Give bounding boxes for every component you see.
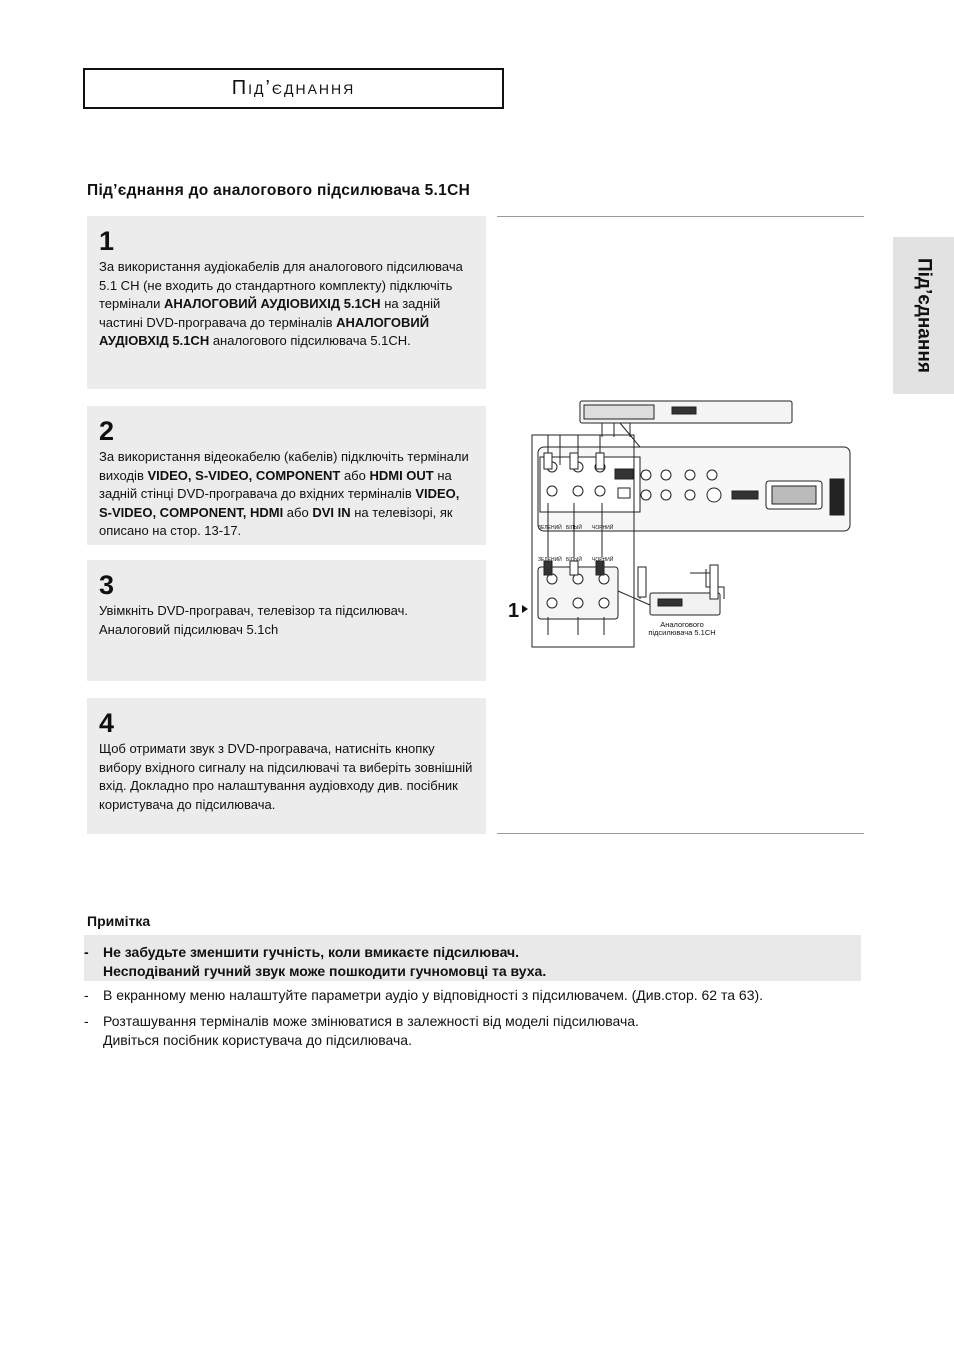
note-item-3 bbox=[84, 1012, 639, 1050]
step-text-run: За використання аудіокабелів для аналогового підсилювача 5.1 CH (не входить до стандартного комплекту) підключіть термінали bbox=[99, 259, 463, 312]
step-text-run: Щоб отримати звук з DVD-програвача, натисніть кнопку вибору вхідного сигналу на підсилювачі та виберіть зовнішній вхід. Докладно про налаштування аудіовходу див. посібник користувача до підсилювача. bbox=[99, 741, 473, 812]
step-text-run: на задній стінці DVD-програвача до вхідних терміналів bbox=[99, 467, 452, 502]
diagram-marker: 1 bbox=[508, 600, 520, 622]
step-text-run: або bbox=[340, 467, 370, 483]
step-number: 1 bbox=[99, 226, 115, 256]
note-item-1 bbox=[84, 943, 546, 981]
step-number: 3 bbox=[99, 570, 115, 600]
bottom-divider bbox=[497, 833, 864, 834]
step-text-run: аналогового підсилювача 5.1CH. bbox=[209, 333, 411, 349]
note-line: Розташування терміналів може змінюватися в залежності від моделі підсилювача. bbox=[103, 1013, 639, 1029]
step-text-bold: DVI IN bbox=[312, 504, 351, 520]
top-divider bbox=[497, 216, 864, 217]
step-4 bbox=[87, 698, 486, 834]
step-text-run: або bbox=[283, 504, 313, 520]
note-line: Не забудьте зменшити гучність, коли вмикаєте підсилювач. bbox=[103, 944, 520, 960]
step-text-bold: VIDEO, S-VIDEO, COMPONENT bbox=[147, 467, 341, 483]
connection-diagram bbox=[500, 395, 865, 655]
step-text bbox=[99, 740, 474, 814]
step-text-run: на телевізорі, як описано на стор. 13-17. bbox=[99, 504, 453, 539]
step-text bbox=[99, 602, 474, 639]
note-line: Несподіваний гучний звук може пошкодити гучномовці та вуха. bbox=[103, 963, 547, 979]
step-text-bold: АНАЛОГОВИЙ АУДІОВХІД 5.1CH bbox=[99, 314, 430, 349]
cable-label-black: ЧОРНИЙ bbox=[592, 525, 614, 531]
step-text-bold: VIDEO, S-VIDEO, COMPONENT, HDMI bbox=[99, 486, 460, 520]
step-text-bold: HDMI OUT bbox=[369, 467, 434, 483]
step-text-run: Увімкніть DVD-програвач, телевізор та підсилювач. Аналоговий підсилювач 5.1ch bbox=[99, 603, 408, 637]
step-3 bbox=[87, 560, 486, 681]
step-text-bold: АНАЛОГОВИЙ АУДІОВИХІД 5.1CH bbox=[163, 296, 381, 312]
note-item-2 bbox=[84, 986, 763, 1005]
note-dash: - bbox=[84, 987, 89, 1003]
cable-label-green: ЗЕЛЕНИЙ bbox=[538, 525, 562, 531]
note-line: В екранному меню налаштуйте параметри аудіо у відповідності з підсилювачем. (Див.стор. 62 та 63). bbox=[103, 987, 764, 1003]
step-text bbox=[99, 448, 474, 541]
page-header-title: Під’єднання bbox=[231, 77, 356, 99]
amp-cable-label-black: ЧОРНИЙ bbox=[592, 557, 614, 563]
step-2 bbox=[87, 406, 486, 545]
side-tab bbox=[893, 237, 954, 394]
note-dash: - bbox=[84, 1013, 89, 1029]
note-title: Примітка bbox=[87, 913, 151, 929]
page-header bbox=[83, 68, 504, 109]
amp-caption-line1: Аналогового bbox=[660, 620, 704, 629]
step-text-run: За використання відеокабелю (кабелів) підключіть термінали виходів bbox=[99, 449, 469, 483]
amp-cable-label-white: БІЛЫЙ bbox=[566, 557, 582, 563]
amp-caption-line2: підсилювача 5.1CH bbox=[648, 628, 716, 637]
cable-label-white: БІЛЫЙ bbox=[566, 525, 582, 531]
step-text-run: на задній частині DVD-програвача до терміналів bbox=[99, 296, 441, 330]
note-line: Дивіться посібник користувача до підсилювача. bbox=[103, 1032, 412, 1048]
step-number: 2 bbox=[99, 416, 115, 446]
section-title: Під’єднання до аналогового підсилювача 5.1CH bbox=[87, 182, 471, 199]
step-text bbox=[99, 258, 474, 351]
side-tab-label: Під’єднання bbox=[913, 258, 935, 373]
amp-cable-label-green: ЗЕЛЕНИЙ bbox=[538, 557, 562, 563]
step-1 bbox=[87, 216, 486, 389]
step-number: 4 bbox=[99, 708, 115, 738]
note-dash: - bbox=[84, 944, 89, 960]
